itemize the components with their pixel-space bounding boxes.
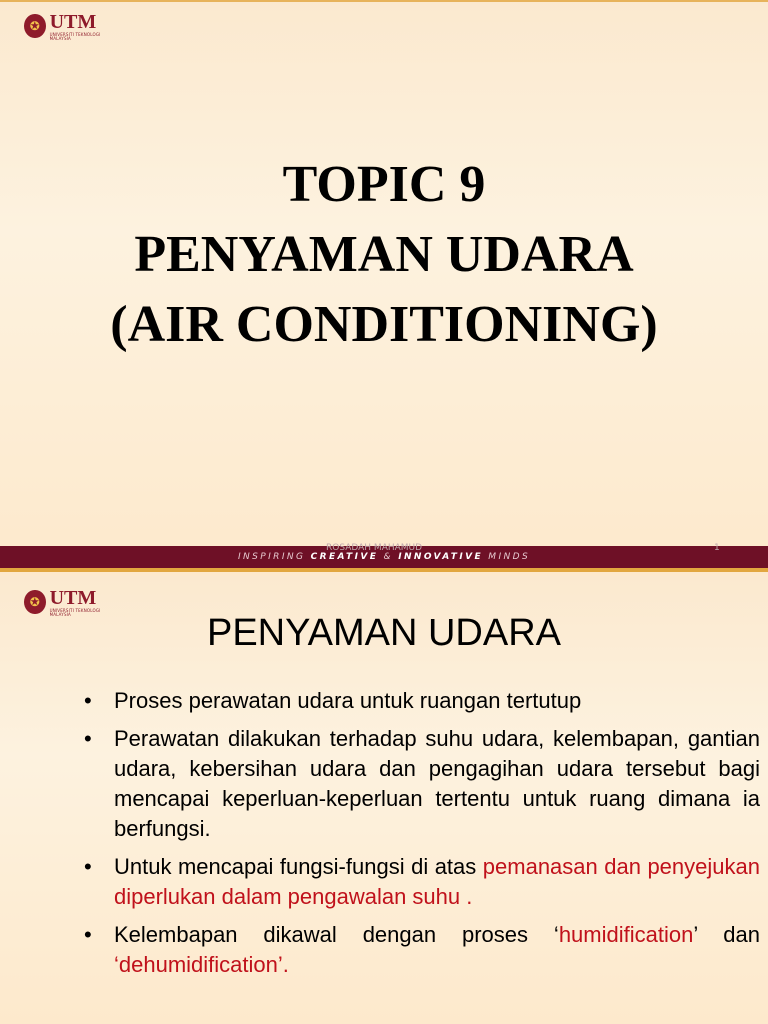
bullet-highlight-text: ‘dehumidification’. <box>114 952 289 977</box>
footer-author: ROSADAH MAHAMUD <box>326 543 423 553</box>
utm-crest-icon: ✪ <box>24 14 46 38</box>
bullet-item <box>84 920 760 980</box>
bullet-list <box>84 686 760 988</box>
footer-tagline: INSPIRING CREATIVE & INNOVATIVE MINDS <box>238 552 531 562</box>
title-line-3: (AIR CONDITIONING) <box>110 296 658 353</box>
bullet-text: Proses perawatan udara untuk ruangan tertutup <box>114 688 582 713</box>
slide-title <box>0 150 768 360</box>
logo-subtitle: UNIVERSITI TEKNOLOGI MALAYSIA <box>49 31 101 41</box>
footer-bar <box>0 543 768 568</box>
top-accent-line <box>0 0 768 2</box>
footer-page-number: 1 <box>714 543 720 553</box>
bullet-item <box>84 852 760 912</box>
bullet-text: Kelembapan dikawal dengan proses ‘ <box>114 922 559 947</box>
utm-logo <box>24 12 116 40</box>
bullet-highlight-text: pemanasan dan penyejukan diperlukan dalam pengawalan suhu . <box>114 854 760 909</box>
bullet-text: Untuk mencapai fungsi-fungsi di atas <box>114 854 483 879</box>
logo-subtitle: UNIVERSITI TEKNOLOGI MALAYSIA <box>49 607 101 617</box>
bullet-highlight-text: humidification <box>558 922 694 947</box>
logo-name: UTM <box>49 10 97 33</box>
bullet-item <box>84 724 760 844</box>
logo-name: UTM <box>49 586 97 609</box>
bullet-item <box>84 686 760 716</box>
utm-crest-icon: ✪ <box>24 590 46 614</box>
bullet-text: Perawatan dilakukan terhadap suhu udara, kelembapan, gantian udara, kebersihan udara dan pengagihan udara tersebut bagi mencapai keperluan-keperluan tertentu untuk ruang dimana ia berfungsi. <box>114 726 760 841</box>
slide-2-title: PENYAMAN UDARA <box>206 612 562 654</box>
footer-gold-stripe <box>0 568 768 572</box>
title-line-2: PENYAMAN UDARA <box>134 226 634 283</box>
bullet-text: ’ dan <box>693 922 760 947</box>
title-line-1: TOPIC 9 <box>282 156 486 213</box>
slide-2 <box>0 576 768 1024</box>
